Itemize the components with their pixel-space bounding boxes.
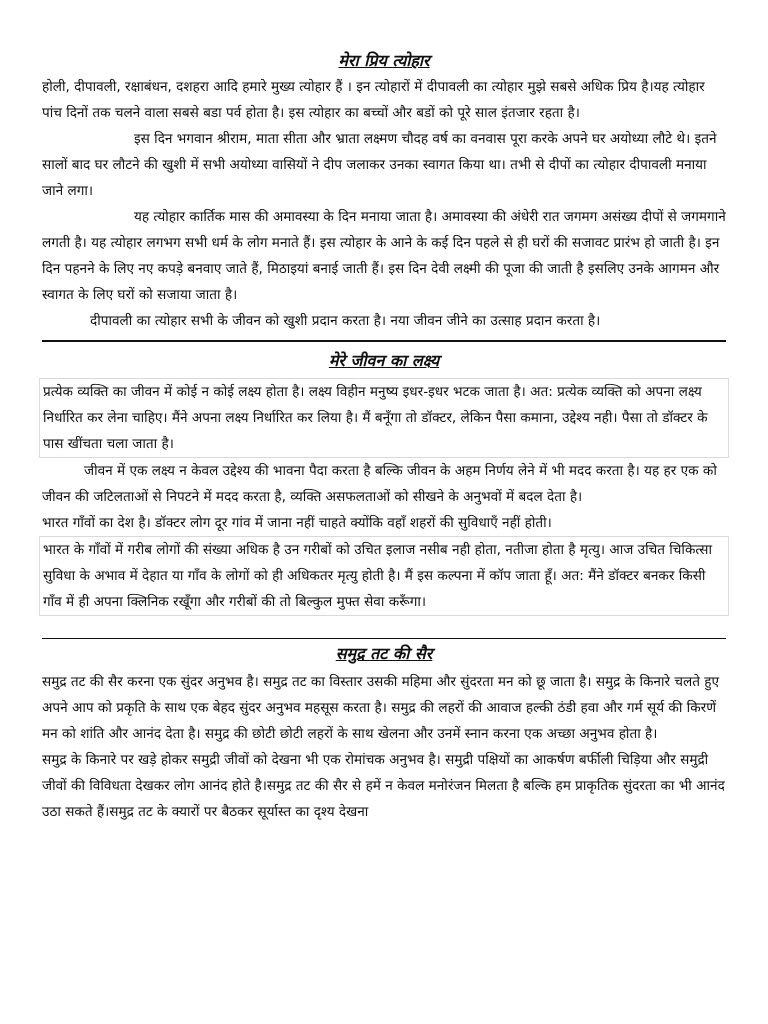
section2-title: मेरे जीवन का लक्ष्य xyxy=(328,351,440,370)
section3-title: समुद्र तट की सैर xyxy=(335,644,433,663)
section3-paragraph-2: समुद्र के किनारे पर खड़े होकर समुद्री जीवों को देखना भी एक रोमांचक अनुभव है। समुद्री पक्षियों का आकर्षण बर्फीली चिड़िया और समुद्री जीवों की विविधता देखकर लोग आनंद होते है।समुद्र तट की सैर से हमें न केवल मनोरंजन मिलता है बल्कि हम प्राकृतिक सुंदरता का भी आनंद उठा सकते हैं।समुद्र तट के क्यारों पर बैठकर सूर्यास्त का दृश्य देखना xyxy=(42,752,725,820)
section1-paragraph-1: होली, दीपावली, रक्षाबंधन, दशहरा आदि हमारे मुख्य त्योहार हैं । इन त्योहारों में दीपावली का त्योहार मुझे सबसे अधिक प्रिय है।यह त्योहार पांच दिनों तक चलने वाला सबसे बडा पर्व होता है। इस त्योहार का बच्चों और बडों को पूरे साल इंतजार रहता है। xyxy=(42,79,705,121)
section2-paragraph-2: जीवन में एक लक्ष्य न केवल उद्देश्य की भावना पैदा करता है बल्कि जीवन के अहम निर्णय लेने में भी मदद करता है। यह हर एक को जीवन की जटिलताओं से निपटने में मदद करता है, व्यक्ति असफलताओं को सीखने के अनुभवों में बदल देता है। xyxy=(42,463,717,505)
section1-paragraph-2: इस दिन भगवान श्रीराम, माता सीता और भ्राता लक्ष्मण चौदह वर्ष का वनवास पूरा करके अपने घर अयोध्या लौटे थे। इतने सालों बाद घर लौटने की खुशी में सभी अयोध्या वासियों ने दीप जलाकर उनका स्वागत किया था। तभी से दीपों का त्योहार दीपावली मनाया जाने लगा। xyxy=(42,131,717,199)
section-divider-thick xyxy=(42,340,726,342)
section1-title: मेरा प्रिय त्योहार xyxy=(338,51,430,70)
section-divider-thin xyxy=(42,638,726,639)
section2-paragraph-1: प्रत्येक व्यक्ति का जीवन में कोई न कोई लक्ष्य होता है। लक्ष्य विहीन मनुष्य इधर-इधर भटक जाता है। अत: प्रत्येक व्यक्ति को अपना लक्ष्य निर्धारित कर लेना चाहिए। मैंने अपना लक्ष्य निर्धारित कर लिया है। मैं बनूँगा तो डॉक्टर, लेकिन पैसा कमाना, उद्देश्य नही। पैसा तो डॉक्टर के पास खींचता चला जाता है। xyxy=(39,378,729,458)
section2-paragraph-4: भारत के गाँवों में गरीब लोगों की संख्या अधिक है उन गरीबों को उचित इलाज नसीब नही होता, नतीजा होता है मृत्यु। आज उचित चिकित्सा सुविधा के अभाव में देहात या गाँव के लोगों को ही अधिकतर मृत्यु होती है। मैं इस कल्पना में कॉप जाता हूँ। अत: मैंने डॉक्टर बनकर किसी गाँव में ही अपना क्लिनिक रखूँगा और गरीबों की तो बिल्कुल मुफ्त सेवा करूँगा। xyxy=(39,536,729,616)
section2-paragraph-3: भारत गाँवों का देश है। डॉक्टर लोग दूर गांव में जाना नहीं चाहते क्योंकि वहाँ शहरों की सुविधाएँ नहीं होती। xyxy=(42,515,552,531)
section1-paragraph-3: यह त्योहार कार्तिक मास की अमावस्या के दिन मनाया जाता है। अमावस्या की अंधेरी रात जगमग असंख्य दीपों से जगमगाने लगती है। यह त्योहार लगभग सभी धर्म के लोग मनाते हैं। इस त्योहार के आने के कई दिन पहले से ही घरों की सजावट प्रारंभ हो जाती है। इन दिन पहनने के लिए नए कपड़े बनवाए जाते हैं, मिठाइयां बनाई जाती हैं। इस दिन देवी लक्ष्मी की पूजा की जाती है इसलिए उनके आगमन और स्वागत के लिए घरों को सजाया जाता है। xyxy=(42,209,726,303)
section3-paragraph-1: समुद्र तट की सैर करना एक सुंदर अनुभव है। समुद्र तट का विस्तार उसकी महिमा और सुंदरता मन को छू जाता है। समुद्र के किनारे चलते हुए अपने आप को प्रकृति के साथ एक बेहद सुंदर अनुभव महसूस करता है। समुद्र की लहरों की आवाज हल्की ठंडी हवा और गर्म सूर्य की किरणें मन को शांति और आनंद देता है। समुद्र की छोटी छोटी लहरों के साथ खेलना और उनमें स्नान करना एक अच्छा अनुभव होता है। xyxy=(42,674,720,742)
section1-paragraph-4: दीपावली का त्योहार सभी के जीवन को खुशी प्रदान करता है। नया जीवन जीने का उत्साह प्रदान करता है। xyxy=(90,313,601,329)
